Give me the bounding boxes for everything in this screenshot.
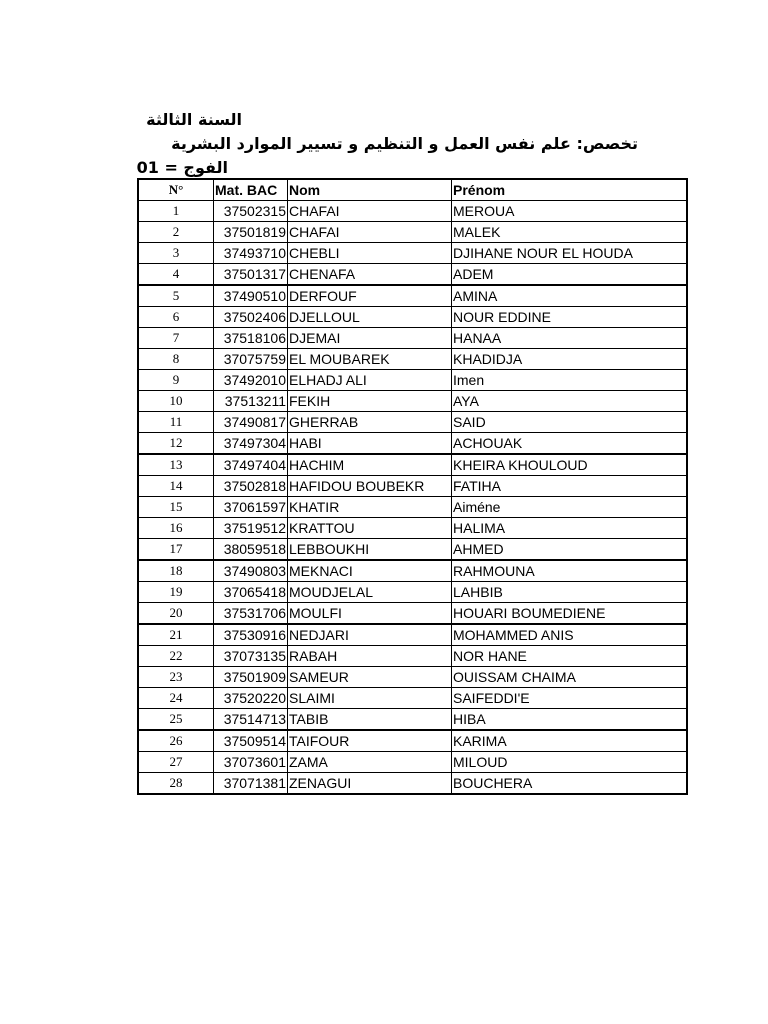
- prenom-cell: AMINA: [452, 285, 688, 307]
- prenom-cell: DJIHANE NOUR EL HOUDA: [452, 243, 688, 264]
- mat-bac-cell: 37490510: [214, 285, 288, 307]
- mat-bac-cell: 37501909: [214, 667, 288, 688]
- nom-cell: DJELLOUL: [288, 307, 452, 328]
- mat-bac-cell: 37073135: [214, 646, 288, 667]
- mat-bac-cell: 37497304: [214, 433, 288, 455]
- group-heading: الفوج = 01: [136, 158, 228, 177]
- table-row: [138, 497, 687, 518]
- nom-cell: GHERRAB: [288, 412, 452, 433]
- row-number-cell: 17: [138, 539, 214, 561]
- prenom-cell: Imen: [452, 370, 688, 391]
- prenom-cell: MOHAMMED ANIS: [452, 624, 688, 646]
- row-number-cell: 12: [138, 433, 214, 455]
- nom-cell: CHAFAI: [288, 201, 452, 222]
- mat-bac-cell: 37501317: [214, 264, 288, 286]
- row-number-cell: 22: [138, 646, 214, 667]
- mat-bac-cell: 38059518: [214, 539, 288, 561]
- nom-cell: ELHADJ ALI: [288, 370, 452, 391]
- prenom-cell: ADEM: [452, 264, 688, 286]
- prenom-cell: MILOUD: [452, 752, 688, 773]
- table-row: [138, 328, 687, 349]
- row-number-cell: 27: [138, 752, 214, 773]
- prenom-cell: NOR HANE: [452, 646, 688, 667]
- row-number-cell: 23: [138, 667, 214, 688]
- mat-bac-cell: 37509514: [214, 730, 288, 752]
- nom-cell: RABAH: [288, 646, 452, 667]
- column-header-prenom: Prénom: [452, 179, 688, 201]
- table-row: [138, 582, 687, 603]
- column-header-mat-bac: Mat. BAC: [214, 179, 288, 201]
- nom-cell: HACHIM: [288, 454, 452, 476]
- table-row: [138, 752, 687, 773]
- table-row: [138, 646, 687, 667]
- column-header-nom: Nom: [288, 179, 452, 201]
- table-row: [138, 307, 687, 328]
- table-row: [138, 560, 687, 582]
- specialty-heading: تخصص: علم نفس العمل و التنظيم و تسيير الموارد البشرية: [171, 134, 638, 153]
- row-number-cell: 25: [138, 709, 214, 731]
- prenom-cell: HOUARI BOUMEDIENE: [452, 603, 688, 625]
- nom-cell: HABI: [288, 433, 452, 455]
- row-number-cell: 11: [138, 412, 214, 433]
- nom-cell: TAIFOUR: [288, 730, 452, 752]
- column-header-number: N°: [138, 179, 214, 201]
- table-row: [138, 264, 687, 286]
- row-number-cell: 28: [138, 773, 214, 795]
- row-number-cell: 2: [138, 222, 214, 243]
- row-number-cell: 6: [138, 307, 214, 328]
- table-row: [138, 454, 687, 476]
- table-row: [138, 730, 687, 752]
- nom-cell: MEKNACI: [288, 560, 452, 582]
- table-row: [138, 349, 687, 370]
- mat-bac-cell: 37073601: [214, 752, 288, 773]
- nom-cell: MOUDJELAL: [288, 582, 452, 603]
- prenom-cell: KHEIRA KHOULOUD: [452, 454, 688, 476]
- nom-cell: CHAFAI: [288, 222, 452, 243]
- mat-bac-cell: 37502406: [214, 307, 288, 328]
- row-number-cell: 5: [138, 285, 214, 307]
- row-number-cell: 26: [138, 730, 214, 752]
- mat-bac-cell: 37530916: [214, 624, 288, 646]
- mat-bac-cell: 37065418: [214, 582, 288, 603]
- mat-bac-cell: 37519512: [214, 518, 288, 539]
- table-row: [138, 201, 687, 222]
- table-row: [138, 773, 687, 795]
- nom-cell: MOULFI: [288, 603, 452, 625]
- table-row: [138, 433, 687, 455]
- row-number-cell: 24: [138, 688, 214, 709]
- row-number-cell: 20: [138, 603, 214, 625]
- mat-bac-cell: 37502818: [214, 476, 288, 497]
- prenom-cell: RAHMOUNA: [452, 560, 688, 582]
- prenom-cell: AHMED: [452, 539, 688, 561]
- mat-bac-cell: 37497404: [214, 454, 288, 476]
- nom-cell: LEBBOUKHI: [288, 539, 452, 561]
- prenom-cell: KHADIDJA: [452, 349, 688, 370]
- table-row: [138, 476, 687, 497]
- table-row: [138, 709, 687, 731]
- row-number-cell: 21: [138, 624, 214, 646]
- prenom-cell: MEROUA: [452, 201, 688, 222]
- table-row: [138, 412, 687, 433]
- prenom-cell: SAID: [452, 412, 688, 433]
- mat-bac-cell: 37492010: [214, 370, 288, 391]
- prenom-cell: MALEK: [452, 222, 688, 243]
- prenom-cell: Aiméne: [452, 497, 688, 518]
- nom-cell: EL MOUBAREK: [288, 349, 452, 370]
- row-number-cell: 13: [138, 454, 214, 476]
- table-row: [138, 243, 687, 264]
- row-number-cell: 1: [138, 201, 214, 222]
- table-body: [138, 201, 687, 795]
- table-row: [138, 391, 687, 412]
- row-number-cell: 16: [138, 518, 214, 539]
- prenom-cell: HALIMA: [452, 518, 688, 539]
- prenom-cell: KARIMA: [452, 730, 688, 752]
- mat-bac-cell: 37071381: [214, 773, 288, 795]
- mat-bac-cell: 37531706: [214, 603, 288, 625]
- prenom-cell: AYA: [452, 391, 688, 412]
- row-number-cell: 3: [138, 243, 214, 264]
- nom-cell: KHATIR: [288, 497, 452, 518]
- mat-bac-cell: 37514713: [214, 709, 288, 731]
- nom-cell: SAMEUR: [288, 667, 452, 688]
- row-number-cell: 14: [138, 476, 214, 497]
- table-row: [138, 688, 687, 709]
- prenom-cell: LAHBIB: [452, 582, 688, 603]
- row-number-cell: 4: [138, 264, 214, 286]
- nom-cell: TABIB: [288, 709, 452, 731]
- mat-bac-cell: 37520220: [214, 688, 288, 709]
- nom-cell: CHENAFA: [288, 264, 452, 286]
- row-number-cell: 15: [138, 497, 214, 518]
- nom-cell: ZAMA: [288, 752, 452, 773]
- table-row: [138, 624, 687, 646]
- nom-cell: NEDJARI: [288, 624, 452, 646]
- table-row: [138, 370, 687, 391]
- table-row: [138, 518, 687, 539]
- table-row: [138, 667, 687, 688]
- row-number-cell: 10: [138, 391, 214, 412]
- mat-bac-cell: 37513211: [214, 391, 288, 412]
- row-number-cell: 9: [138, 370, 214, 391]
- prenom-cell: BOUCHERA: [452, 773, 688, 795]
- mat-bac-cell: 37518106: [214, 328, 288, 349]
- mat-bac-cell: 37502315: [214, 201, 288, 222]
- row-number-cell: 19: [138, 582, 214, 603]
- mat-bac-cell: 37061597: [214, 497, 288, 518]
- nom-cell: DERFOUF: [288, 285, 452, 307]
- mat-bac-cell: 37493710: [214, 243, 288, 264]
- prenom-cell: HIBA: [452, 709, 688, 731]
- nom-cell: FEKIH: [288, 391, 452, 412]
- prenom-cell: OUISSAM CHAIMA: [452, 667, 688, 688]
- year-heading: السنة الثالثة: [146, 110, 242, 129]
- nom-cell: HAFIDOU BOUBEKR: [288, 476, 452, 497]
- row-number-cell: 7: [138, 328, 214, 349]
- table-row: [138, 222, 687, 243]
- document-header: [138, 108, 658, 180]
- mat-bac-cell: 37075759: [214, 349, 288, 370]
- nom-cell: DJEMAI: [288, 328, 452, 349]
- student-list-table: [137, 178, 688, 795]
- mat-bac-cell: 37501819: [214, 222, 288, 243]
- nom-cell: KRATTOU: [288, 518, 452, 539]
- table-row: [138, 539, 687, 561]
- mat-bac-cell: 37490817: [214, 412, 288, 433]
- table-header-row: [138, 179, 687, 201]
- prenom-cell: ACHOUAK: [452, 433, 688, 455]
- mat-bac-cell: 37490803: [214, 560, 288, 582]
- nom-cell: SLAIMI: [288, 688, 452, 709]
- prenom-cell: HANAA: [452, 328, 688, 349]
- prenom-cell: NOUR EDDINE: [452, 307, 688, 328]
- prenom-cell: FATIHA: [452, 476, 688, 497]
- nom-cell: CHEBLI: [288, 243, 452, 264]
- row-number-cell: 18: [138, 560, 214, 582]
- nom-cell: ZENAGUI: [288, 773, 452, 795]
- table-row: [138, 285, 687, 307]
- prenom-cell: SAIFEDDI'E: [452, 688, 688, 709]
- row-number-cell: 8: [138, 349, 214, 370]
- table-row: [138, 603, 687, 625]
